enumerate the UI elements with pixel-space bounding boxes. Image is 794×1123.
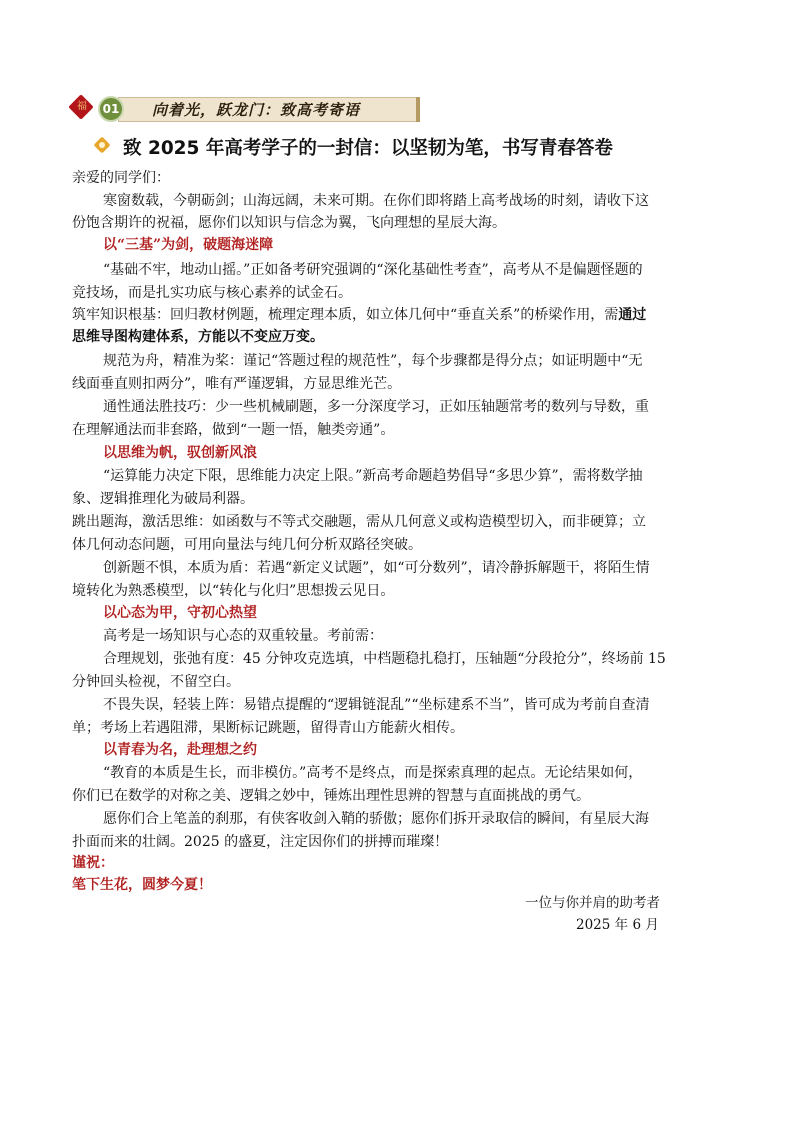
paragraph-line: “运算能力决定下限，思维能力决定上限。”新高考命题趋势倡导“多思少算”，需将数学抽: [103, 468, 643, 484]
paragraph-line: 线面垂直则扣两分”，唯有严谨逻辑，方显思维光芒。: [72, 376, 402, 392]
paragraph-line: 你们已在数学的对称之美、逻辑之妙中，锤炼出理性思辨的智慧与直面挑战的勇气。: [72, 788, 590, 804]
paragraph-line: 不畏失误，轻装上阵：易错点提醒的“逻辑链混乱”“坐标建系不当”，皆可成为考前自查清: [103, 697, 650, 713]
paragraph-line: 规范为舟，精准为桨：谨记“答题过程的规范性”，每个步骤都是得分点；如证明题中“无: [103, 353, 643, 369]
paragraph-line: 跳出题海，激活思维：如函数与不等式交融题，需从几何意义或构造模型切入，而非硬算；立: [72, 514, 646, 530]
paragraph-line: “教育的本质是生长，而非模仿。”高考不是终点，而是探索真理的起点。无论结果如何，: [103, 765, 643, 781]
paragraph-line: 体几何动态问题，可用向量法与纯几何分析双路径突破。: [72, 537, 422, 553]
paragraph-text: 筑牢知识根基：回归教材例题，梳理定理本质，如立体几何中“垂直关系”的桥梁作用，需: [72, 307, 619, 323]
paragraph-line: “基础不牢，地动山摇。”正如备考研究强调的“深化基础性考查”，高考从不是偏题怪题的: [103, 262, 643, 278]
section-heading-3: 以心态为甲，守初心热望: [103, 605, 257, 621]
badge-number: 01: [102, 102, 120, 116]
greeting: 亲爱的同学们：: [72, 170, 170, 186]
signature-date: 2025 年 6 月: [576, 917, 659, 933]
paragraph-line: [72, 305, 646, 325]
banner-title: 向着光，跃龙门：致高考寄语: [152, 101, 361, 119]
wishes-label: 谨祝：: [72, 855, 114, 871]
paragraph-line: 高考是一场知识与心态的双重较量。考前需：: [103, 628, 383, 644]
paragraph-line: 合理规划，张弛有度：45 分钟攻克选填，中档题稳扎稳打，压轴题“分段抢分”，终场前 15: [103, 651, 666, 667]
section-heading-4: 以青春为名，赴理想之约: [103, 742, 257, 758]
flower-bullet-icon: [94, 137, 111, 154]
paragraph-line: 单；考场上若遇阻滞，果断标记跳题，留得青山方能薪火相传。: [72, 720, 464, 736]
paragraph-line: 愿你们合上笔盖的刹那，有侠客收剑入鞘的骄傲；愿你们拆开录取信的瞬间，有星辰大海: [103, 811, 649, 827]
paragraph-line: 分钟回头检视，不留空白。: [72, 674, 240, 690]
paragraph-line: 通性通法胜技巧：少一些机械刷题，多一分深度学习，正如压轴题常考的数列与导数，重: [103, 399, 649, 415]
paragraph-line: 寒窗数载，今朝砺剑；山海远阔，未来可期。在你们即将踏上高考战场的时刻，请收下这: [103, 193, 649, 209]
wishes-text: 笔下生花，圆梦今夏！: [72, 877, 212, 893]
page-title: 致 2025 年高考学子的一封信：以坚韧为笔，书写青春答卷: [123, 138, 613, 159]
section-heading-2: 以思维为帆，驭创新风浪: [103, 445, 257, 461]
emphasis-line: 思维导图构建体系，方能以不变应万变。: [72, 329, 324, 345]
section-heading-1: 以“三基”为剑，破题海迷障: [103, 237, 274, 253]
fu-character: 福: [77, 101, 87, 112]
emphasis-text: 通过: [618, 307, 647, 323]
signature-author: 一位与你并肩的助考者: [525, 895, 660, 911]
paragraph-line: 在理解通法而非套路，做到“一题一悟，触类旁通”。: [72, 422, 395, 438]
paragraph-line: 扑面而来的壮阔。2025 的盛夏，注定因你们的拼搏而璀璨！: [72, 834, 449, 850]
paragraph-line: 象、逻辑推理化为破局利器。: [72, 491, 254, 507]
paragraph-line: 竞技场，而是扎实功底与核心素养的试金石。: [72, 285, 352, 301]
paragraph-line: 创新题不惧，本质为盾：若遇“新定义试题”，如“可分数列”，请冷静拆解题干，将陌生情: [103, 560, 650, 576]
paragraph-line: 境转化为熟悉模型，以“转化与化归”思想拨云见日。: [72, 583, 395, 599]
paragraph-line: 份饱含期许的祝福，愿你们以知识与信念为翼，飞向理想的星辰大海。: [72, 215, 506, 231]
section-number-badge: [98, 96, 124, 122]
